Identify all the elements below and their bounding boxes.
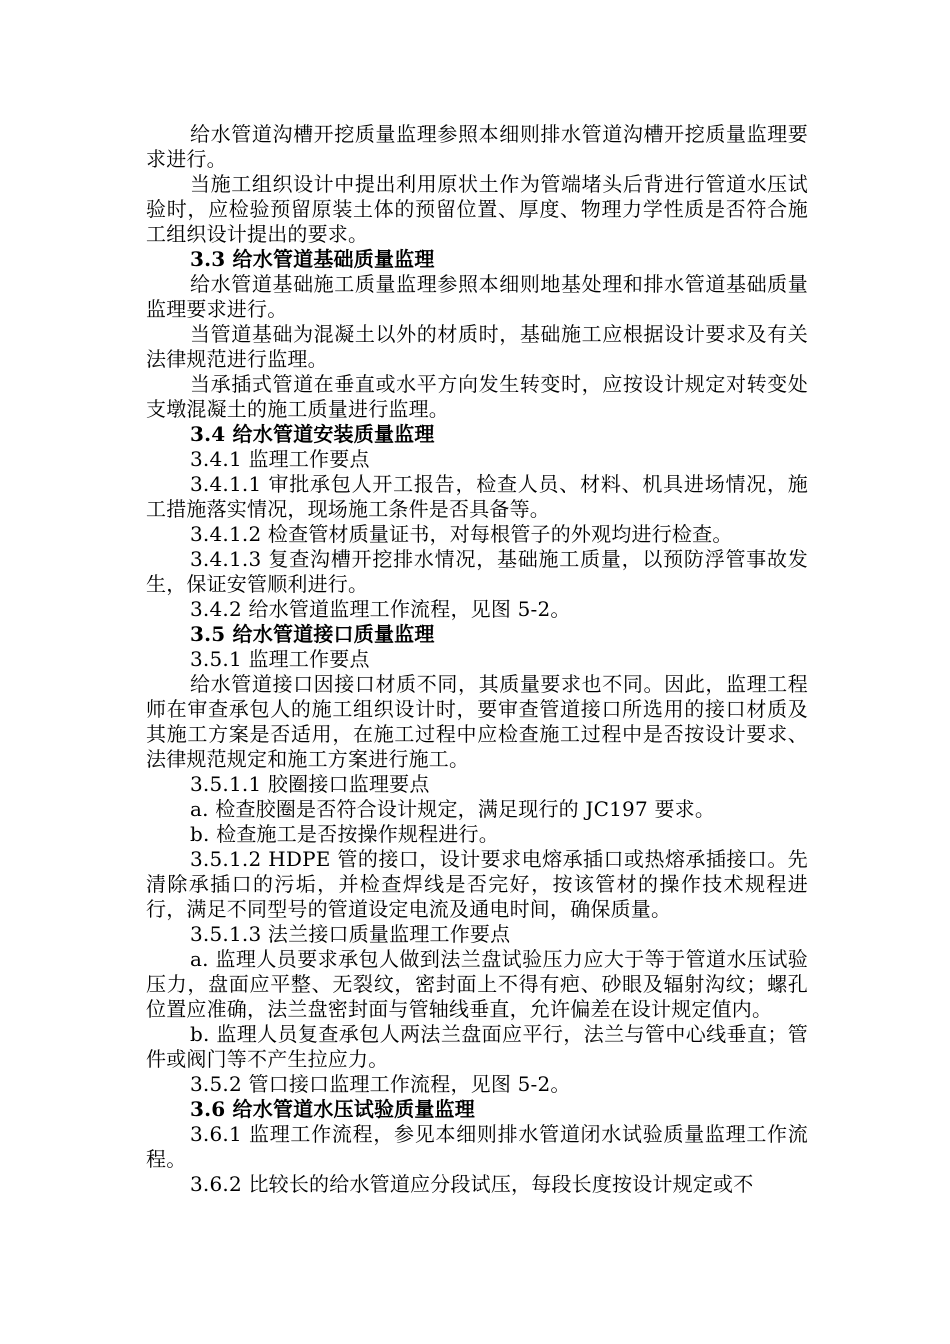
paragraph: 3.4.1.3 复查沟槽开挖排水情况，基础施工质量，以预防浮管事故发生，保证安管顺利进行。	[146, 547, 808, 596]
section-heading: 3.4 给水管道安装质量监理	[190, 422, 435, 446]
paragraph: 3.4.1.1 审批承包人开工报告，检查人员、材料、机具进场情况，施工措施落实情况，现场施工条件是否具备等。	[146, 472, 808, 521]
document-page	[146, 122, 808, 1197]
paragraph: 3.4.1.2 检查管材质量证书，对每根管子的外观均进行检查。	[190, 522, 733, 546]
paragraph: 当承插式管道在垂直或水平方向发生转变时，应按设计规定对转变处支墩混凝土的施工质量进行监理。	[146, 372, 808, 421]
paragraph: 3.5.1.2 HDPE 管的接口，设计要求电熔承插口或热熔承插接口。先清除承插口的污垢，并检查焊线是否完好，按该管材的操作技术规程进行，满足不同型号的管道设定电流及通电时间，确保质量。	[146, 847, 808, 921]
paragraph: 3.4.2 给水管道监理工作流程，见图 5-2。	[190, 597, 571, 621]
section-heading: 3.5 给水管道接口质量监理	[190, 622, 435, 646]
paragraph: 给水管道沟槽开挖质量监理参照本细则排水管道沟槽开挖质量监理要求进行。	[146, 122, 808, 171]
list-item: b. 监理人员复查承包人两法兰盘面应平行，法兰与管中心线垂直；管件或阀门等不产生拉应力。	[146, 1022, 808, 1071]
paragraph: 3.6.1 监理工作流程，参见本细则排水管道闭水试验质量监理工作流程。	[146, 1122, 808, 1171]
paragraph: 当施工组织设计中提出利用原状土作为管端堵头后背进行管道水压试验时，应检验预留原装土体的预留位置、厚度、物理力学性质是否符合施工组织设计提出的要求。	[146, 172, 808, 246]
subsection-title: 3.4.1 监理工作要点	[190, 447, 370, 471]
section-heading: 3.3 给水管道基础质量监理	[190, 247, 435, 271]
subsection-title: 3.5.1.1 胶圈接口监理要点	[190, 772, 430, 796]
list-item: b. 检查施工是否按操作规程进行。	[190, 822, 499, 846]
list-item: a. 检查胶圈是否符合设计规定，满足现行的 JC197 要求。	[190, 797, 716, 821]
section-heading: 3.6 给水管道水压试验质量监理	[190, 1097, 475, 1121]
subsection-title: 3.5.1.3 法兰接口质量监理工作要点	[190, 922, 511, 946]
subsection-title: 3.5.1 监理工作要点	[190, 647, 370, 671]
paragraph: 当管道基础为混凝土以外的材质时，基础施工应根据设计要求及有关法律规范进行监理。	[146, 322, 808, 371]
list-item: a. 监理人员要求承包人做到法兰盘试验压力应大于等于管道水压试验压力，盘面应平整、无裂纹，密封面上不得有疤、砂眼及辐射沟纹；螺孔位置应准确，法兰盘密封面与管轴线垂直，允许偏差在设计规定值内。	[146, 947, 808, 1021]
paragraph: 给水管道接口因接口材质不同，其质量要求也不同。因此，监理工程师在审查承包人的施工组织设计时，要审查管道接口所选用的接口材质及其施工方案是否适用，在施工过程中应检查施工过程中是否按设计要求、法律规范规定和施工方案进行施工。	[146, 672, 808, 771]
paragraph: 给水管道基础施工质量监理参照本细则地基处理和排水管道基础质量监理要求进行。	[146, 272, 808, 321]
paragraph: 3.6.2 比较长的给水管道应分段试压，每段长度按设计规定或不	[190, 1172, 754, 1196]
paragraph: 3.5.2 管口接口监理工作流程，见图 5-2。	[190, 1072, 571, 1096]
